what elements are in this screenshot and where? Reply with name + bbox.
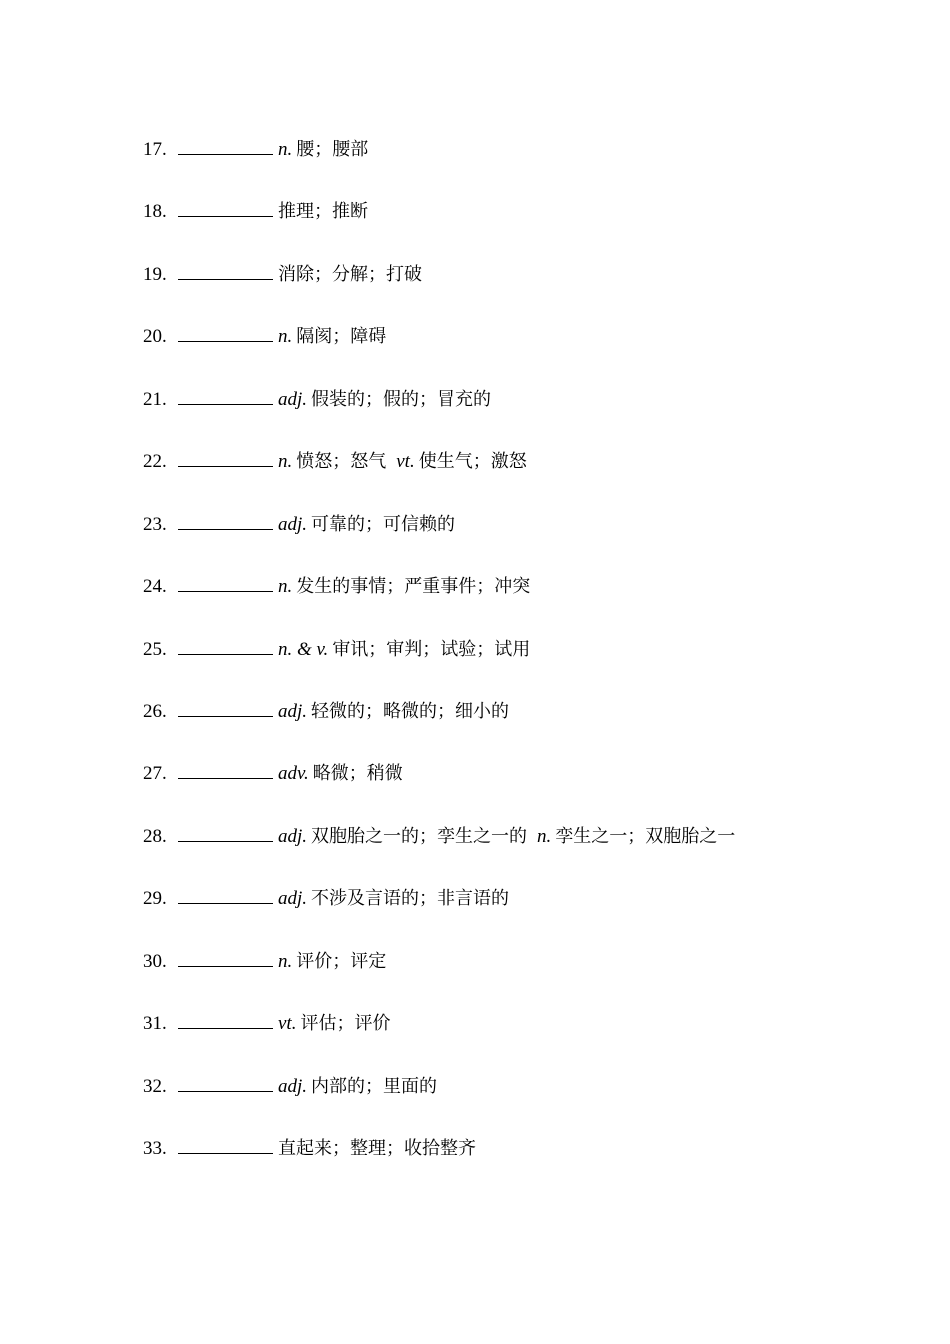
- item-number: 28.: [143, 825, 167, 847]
- chinese-meaning: 内部的；里面的: [311, 1075, 438, 1097]
- definition-segment: [278, 264, 422, 285]
- part-of-speech: n.: [537, 825, 552, 847]
- answer-blank[interactable]: [178, 823, 273, 842]
- chinese-meaning: 评估；评价: [300, 1013, 391, 1035]
- answer-blank[interactable]: [178, 136, 273, 155]
- vocabulary-item: [143, 261, 735, 323]
- item-number: 27.: [143, 763, 167, 785]
- chinese-meaning: 使生气；激怒: [418, 451, 527, 473]
- answer-blank[interactable]: [178, 885, 273, 904]
- answer-blank[interactable]: [178, 511, 273, 530]
- answer-blank[interactable]: [178, 760, 273, 779]
- vocabulary-item: [143, 823, 735, 885]
- definition-segment: [278, 763, 403, 784]
- item-number: 20.: [143, 326, 167, 348]
- part-of-speech: n.: [278, 576, 293, 598]
- chinese-meaning: 审讯；审判；试验；试用: [332, 638, 531, 660]
- answer-blank[interactable]: [178, 386, 273, 405]
- part-of-speech: adj.: [278, 825, 308, 847]
- definition-segment: [278, 1013, 390, 1034]
- chinese-meaning: 消除；分解；打破: [278, 263, 422, 285]
- item-number: 32.: [143, 1075, 167, 1097]
- vocabulary-item: [143, 636, 735, 698]
- item-number: 17.: [143, 139, 167, 160]
- vocabulary-item: [143, 1073, 735, 1135]
- definition-segment: [278, 576, 530, 597]
- part-of-speech: adj.: [278, 888, 308, 910]
- answer-blank[interactable]: [178, 1073, 273, 1092]
- vocabulary-item: [143, 198, 735, 260]
- vocabulary-item: [143, 323, 735, 385]
- vocabulary-item: [143, 511, 735, 573]
- definition-segment: [278, 826, 527, 847]
- definition-segment: [278, 514, 455, 535]
- item-number: 21.: [143, 388, 167, 410]
- chinese-meaning: 直起来；整理；收拾整齐: [278, 1138, 476, 1159]
- chinese-meaning: 愤怒；怒气: [296, 451, 387, 473]
- vocabulary-item: [143, 698, 735, 760]
- item-number: 22.: [143, 451, 167, 473]
- chinese-meaning: 孪生之一；双胞胎之一: [555, 825, 736, 847]
- part-of-speech: vt.: [278, 1013, 297, 1035]
- vocabulary-item: [143, 1010, 735, 1072]
- chinese-meaning: 评价；评定: [296, 950, 387, 972]
- item-number: 24.: [143, 576, 167, 598]
- chinese-meaning: 可靠的；可信赖的: [311, 513, 456, 535]
- item-number: 31.: [143, 1013, 167, 1035]
- answer-blank[interactable]: [178, 1010, 273, 1029]
- chinese-meaning: 不涉及言语的；非言语的: [311, 888, 510, 910]
- part-of-speech: n.: [278, 950, 293, 972]
- vocabulary-exercise-list: [143, 136, 735, 1197]
- definition-segment: [278, 389, 491, 410]
- part-of-speech: adj.: [278, 1075, 308, 1097]
- definition-segment: [278, 1138, 476, 1159]
- answer-blank[interactable]: [178, 198, 273, 217]
- chinese-meaning: 推理；推断: [278, 201, 368, 223]
- part-of-speech: n. & v.: [278, 638, 329, 660]
- vocabulary-item: [143, 885, 735, 947]
- chinese-meaning: 略微；稍微: [312, 763, 403, 785]
- answer-blank[interactable]: [178, 636, 273, 655]
- definition-segment: [278, 1076, 437, 1097]
- answer-blank[interactable]: [178, 1135, 273, 1154]
- definition-segment: [278, 951, 386, 972]
- answer-blank[interactable]: [178, 448, 273, 467]
- vocabulary-item: [143, 136, 735, 198]
- item-number: 33.: [143, 1138, 167, 1159]
- answer-blank[interactable]: [178, 323, 273, 342]
- definition-segment: [278, 451, 386, 472]
- chinese-meaning: 发生的事情；严重事件；冲突: [296, 576, 531, 598]
- item-number: 26.: [143, 700, 167, 722]
- part-of-speech: n.: [278, 139, 293, 160]
- part-of-speech: adv.: [278, 763, 309, 785]
- definition-segment: [278, 201, 368, 222]
- vocabulary-item: [143, 573, 735, 635]
- vocabulary-item: [143, 760, 735, 822]
- chinese-meaning: 双胞胎之一的；孪生之一的: [311, 825, 528, 847]
- item-number: 18.: [143, 201, 167, 223]
- vocabulary-item: [143, 948, 735, 1010]
- answer-blank[interactable]: [178, 573, 273, 592]
- answer-blank[interactable]: [178, 948, 273, 967]
- part-of-speech: vt.: [396, 451, 415, 473]
- chinese-meaning: 隔阂；障碍: [296, 326, 387, 348]
- item-number: 23.: [143, 513, 167, 535]
- chinese-meaning: 假装的；假的；冒充的: [311, 388, 492, 410]
- part-of-speech: adj.: [278, 513, 308, 535]
- part-of-speech: n.: [278, 326, 293, 348]
- part-of-speech: n.: [278, 451, 293, 473]
- part-of-speech: adj.: [278, 388, 308, 410]
- vocabulary-item: [143, 448, 735, 510]
- definition-segment: [278, 639, 530, 660]
- item-number: 19.: [143, 263, 167, 285]
- item-number: 29.: [143, 888, 167, 910]
- chinese-meaning: 腰；腰部: [296, 139, 369, 160]
- item-number: 25.: [143, 638, 167, 660]
- answer-blank[interactable]: [178, 261, 273, 280]
- part-of-speech: adj.: [278, 700, 308, 722]
- chinese-meaning: 轻微的；略微的；细小的: [311, 700, 510, 722]
- definition-segment: [278, 326, 386, 347]
- definition-segment: [278, 888, 509, 909]
- vocabulary-item: [143, 386, 735, 448]
- answer-blank[interactable]: [178, 698, 273, 717]
- definition-segment: [278, 701, 509, 722]
- item-number: 30.: [143, 950, 167, 972]
- definition-segment: [527, 826, 735, 847]
- definition-segment: [278, 139, 368, 160]
- vocabulary-item: [143, 1135, 735, 1197]
- definition-segment: [386, 451, 526, 472]
